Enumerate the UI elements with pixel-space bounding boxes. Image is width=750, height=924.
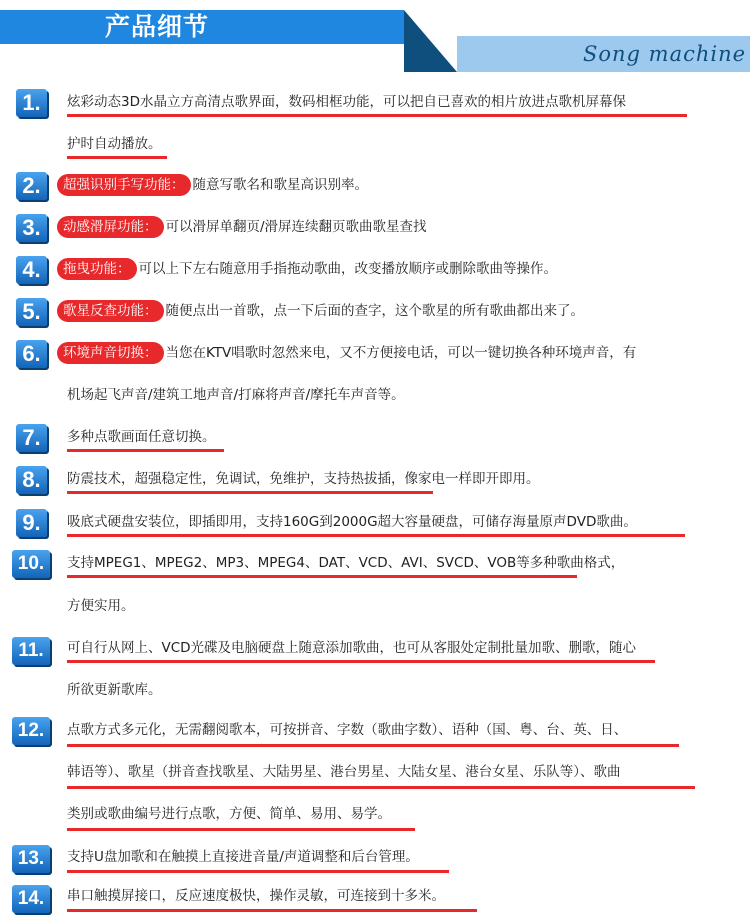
page-title: 产品细节 xyxy=(105,12,210,41)
item-text-line: 机场起飞声音/建筑工地声音/打麻将声音/摩托车声音等。 xyxy=(67,387,405,403)
item-number-badge: 1. xyxy=(16,89,47,117)
item-text-line: 串口触摸屏接口，反应速度极快，操作灵敏，可连接到十多米。 xyxy=(67,888,445,904)
feature-tag: 超强识别手写功能： xyxy=(57,174,191,196)
red-underline xyxy=(67,786,695,789)
item-number-badge: 9. xyxy=(16,509,47,537)
item-text-line: 防震技术，超强稳定性，免调试，免维护，支持热拔插，像家电一样即开即用。 xyxy=(67,471,540,487)
item-number-badge: 13. xyxy=(12,845,50,873)
item-text-row xyxy=(63,216,427,238)
feature-tag: 动感滑屏功能： xyxy=(57,216,164,238)
item-number-badge: 5. xyxy=(16,298,47,326)
item-text-line: 护时自动播放。 xyxy=(67,136,162,152)
feature-tag: 拖曳功能： xyxy=(57,258,137,280)
item-text-row xyxy=(63,258,557,280)
feature-tag: 歌星反查功能： xyxy=(57,300,164,322)
red-underline xyxy=(67,660,655,663)
red-underline xyxy=(67,534,685,537)
item-text-line: 类别或歌曲编号进行点歌，方便、简单、易用、易学。 xyxy=(67,806,391,822)
red-underline xyxy=(67,156,167,159)
item-number-badge: 11. xyxy=(12,637,50,665)
item-text-line: 所欲更新歌库。 xyxy=(67,682,162,698)
item-text-line: 当您在KTV唱歌时忽然来电，又不方便接电话，可以一键切换各种环境声音，有 xyxy=(165,345,637,361)
item-text-line: 随意写歌名和歌星高识别率。 xyxy=(192,177,368,193)
red-underline xyxy=(67,449,224,452)
item-text-line: 可自行从网上、VCD光碟及电脑硬盘上随意添加歌曲，也可从客服处定制批量加歌、删歌，随心 xyxy=(67,640,637,656)
item-text-row xyxy=(63,300,584,322)
item-text-line: 吸底式硬盘安装位，即插即用，支持160G到2000G超大容量硬盘，可储存海量原声DVD歌曲。 xyxy=(67,514,637,530)
red-underline xyxy=(67,114,687,117)
item-text-row xyxy=(63,174,368,196)
item-number-badge: 8. xyxy=(16,466,47,494)
red-underline xyxy=(67,744,679,747)
red-underline xyxy=(67,491,433,494)
item-text-row xyxy=(63,342,637,364)
item-number-badge: 3. xyxy=(16,214,47,242)
item-number-badge: 4. xyxy=(16,256,47,284)
page-subtitle: Song machine xyxy=(583,42,747,66)
header-dark-wedge xyxy=(404,10,457,72)
feature-tag: 环境声音切换： xyxy=(57,342,164,364)
item-number-badge: 10. xyxy=(12,550,50,578)
item-text-line: 韩语等）、歌星（拼音查找歌星、大陆男星、港台男星、大陆女星、港台女星、乐队等）、歌曲 xyxy=(67,764,621,780)
red-underline xyxy=(67,870,449,873)
item-number-badge: 14. xyxy=(12,885,50,913)
item-text-line: 方便实用。 xyxy=(67,598,135,614)
item-text-line: 可以上下左右随意用手指拖动歌曲，改变播放顺序或删除歌曲等操作。 xyxy=(138,261,557,277)
item-number-badge: 12. xyxy=(12,717,50,745)
item-number-badge: 2. xyxy=(16,172,47,200)
item-text-line: 点歌方式多元化，无需翻阅歌本，可按拼音、字数（歌曲字数）、语种（国、粤、台、英、日、 xyxy=(67,722,628,738)
item-text-line: 可以滑屏单翻页/滑屏连续翻页歌曲歌星查找 xyxy=(165,219,427,235)
item-number-badge: 7. xyxy=(16,424,47,452)
red-underline xyxy=(67,828,415,831)
item-number-badge: 6. xyxy=(16,340,47,368)
item-text-line: 炫彩动态3D水晶立方高清点歌界面，数码相框功能，可以把自已喜欢的相片放进点歌机屏幕保 xyxy=(67,94,626,110)
red-underline xyxy=(67,909,477,912)
item-text-line: 多种点歌画面任意切换。 xyxy=(67,429,216,445)
red-underline xyxy=(67,575,577,578)
item-text-line: 支持MPEG1、MPEG2、MP3、MPEG4、DAT、VCD、AVI、SVCD、VOB等多种歌曲格式， xyxy=(67,555,625,571)
item-text-line: 支持U盘加歌和在触摸上直接进音量/声道调整和后台管理。 xyxy=(67,849,419,865)
item-text-line: 随便点出一首歌，点一下后面的查字，这个歌星的所有歌曲都出来了。 xyxy=(165,303,584,319)
